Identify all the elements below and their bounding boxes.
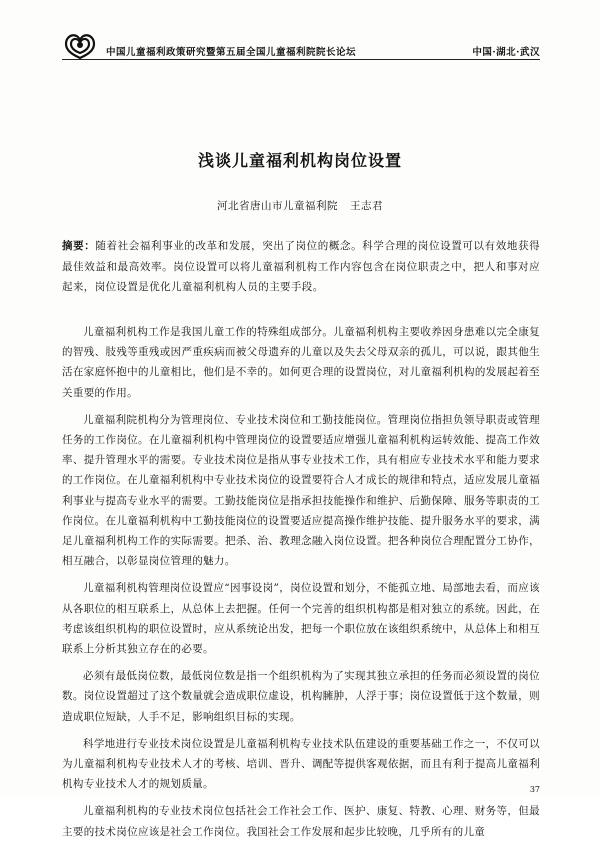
abstract xyxy=(62,236,540,298)
paragraph: 儿童福利机构管理岗位设置应“因事设岗”，岗位设置和划分，不能孤立地、局部地去看，而应该从各职位的相互联系上，从总体上去把握。任何一个完善的组织机构都是相对独立的系统。因此，在考虑该组织机构的职位设置时，应从系统论出发，把每一个职位放在该组织系统中，从总体上和相互联系上分析其独立存在的必要。 xyxy=(62,582,540,656)
page-number: 37 xyxy=(529,785,540,794)
paragraph: 科学地进行专业技术岗位设置是儿童福利机构专业技术队伍建设的重要基础工作之一，不仅可以为儿童福利机构专业技术人才的考核、培训、晋升、调配等提供客观依据，而且有利于提高儿童福利机构专业技术人才的规划质量。 xyxy=(62,737,540,791)
author-affiliation: 河北省唐山市儿童福利院 xyxy=(217,200,338,212)
paragraph: 必须有最低岗位数，最低岗位数是指一个组织机构为了实现其独立承担的任务而必须设置的岗位数。岗位设置超过了这个数量就会造成职位虚设，机构臃肿，人浮于事；岗位设置低于这个数量，则造成职位短缺，人手不足，影响组织目标的实现。 xyxy=(62,670,540,723)
abstract-label: 摘要： xyxy=(62,240,96,252)
author-name: 王志君 xyxy=(350,200,383,212)
journal-title: 中国儿童福利政策研究暨第五届全国儿童福利院院长论坛 xyxy=(106,47,357,58)
conference-location: 中国·湖北·武汉 xyxy=(472,47,540,58)
author-line xyxy=(0,198,600,213)
abstract-text: 随着社会福利事业的改革和发展，突出了岗位的概念。科学合理的岗位设置可以有效地获得最佳效益和最高效率。岗位设置可以将儿童福利机构工作内容包含在岗位职责之中，把人和事对应起来，岗位设置是优化儿童福利机构人员的主要手段。 xyxy=(62,240,541,293)
running-header xyxy=(62,36,540,58)
paragraph: 儿童福利机构的专业技术岗位包括社会工作社会工作、医护、康复、特教、心理、财务等，但最主要的技术岗位应该是社会工作岗位。我国社会工作发展和起步比较晚，几乎所有的儿童 xyxy=(62,805,540,838)
body-text xyxy=(62,322,540,849)
paragraph: 儿童福利院机构分为管理岗位、专业技术岗位和工勤技能岗位。管理岗位指担负领导职责或管理任务的工作岗位。在儿童福利机构中管理岗位的设置要适应增强儿童福利机构运转效能、提高工作效率、提升管理水平的需要。专业技术岗位是指从事专业技术工作，具有相应专业技术水平和能力要求的工作岗位。在儿童福利机构中专业技术岗位的设置要符合人才成长的规律和特点，适应发展儿童福利事业与提高专业水平的需要。工勤技能岗位是指承担技能操作和维护、后勤保障、服务等职责的工作岗位。在儿童福利机构中工勤技能岗位的设置要适应提高操作维护技能、提升服务水平的要求，满足儿童福利机构工作的实际需要。把杀、治、教理念融入岗位设置。把各种岗位合理配置分工协作，相互融合，以彰显岗位管理的魅力。 xyxy=(62,413,540,568)
header-divider xyxy=(62,59,540,60)
article-title: 浅谈儿童福利机构岗位设置 xyxy=(197,151,402,170)
paragraph: 儿童福利机构工作是我国儿童工作的特殊组成部分。儿童福利机构主要收养因身患难以完全康复的智残、肢残等重残或因严重疾病而被父母遗弃的儿童以及失去父母双亲的孤儿，可以说，跟其他生活在家庭怀抱中的儿童相比，他们是不幸的。如何更合理的设置岗位，对儿童福利机构的发展起着至关重要的作用。 xyxy=(62,326,540,399)
